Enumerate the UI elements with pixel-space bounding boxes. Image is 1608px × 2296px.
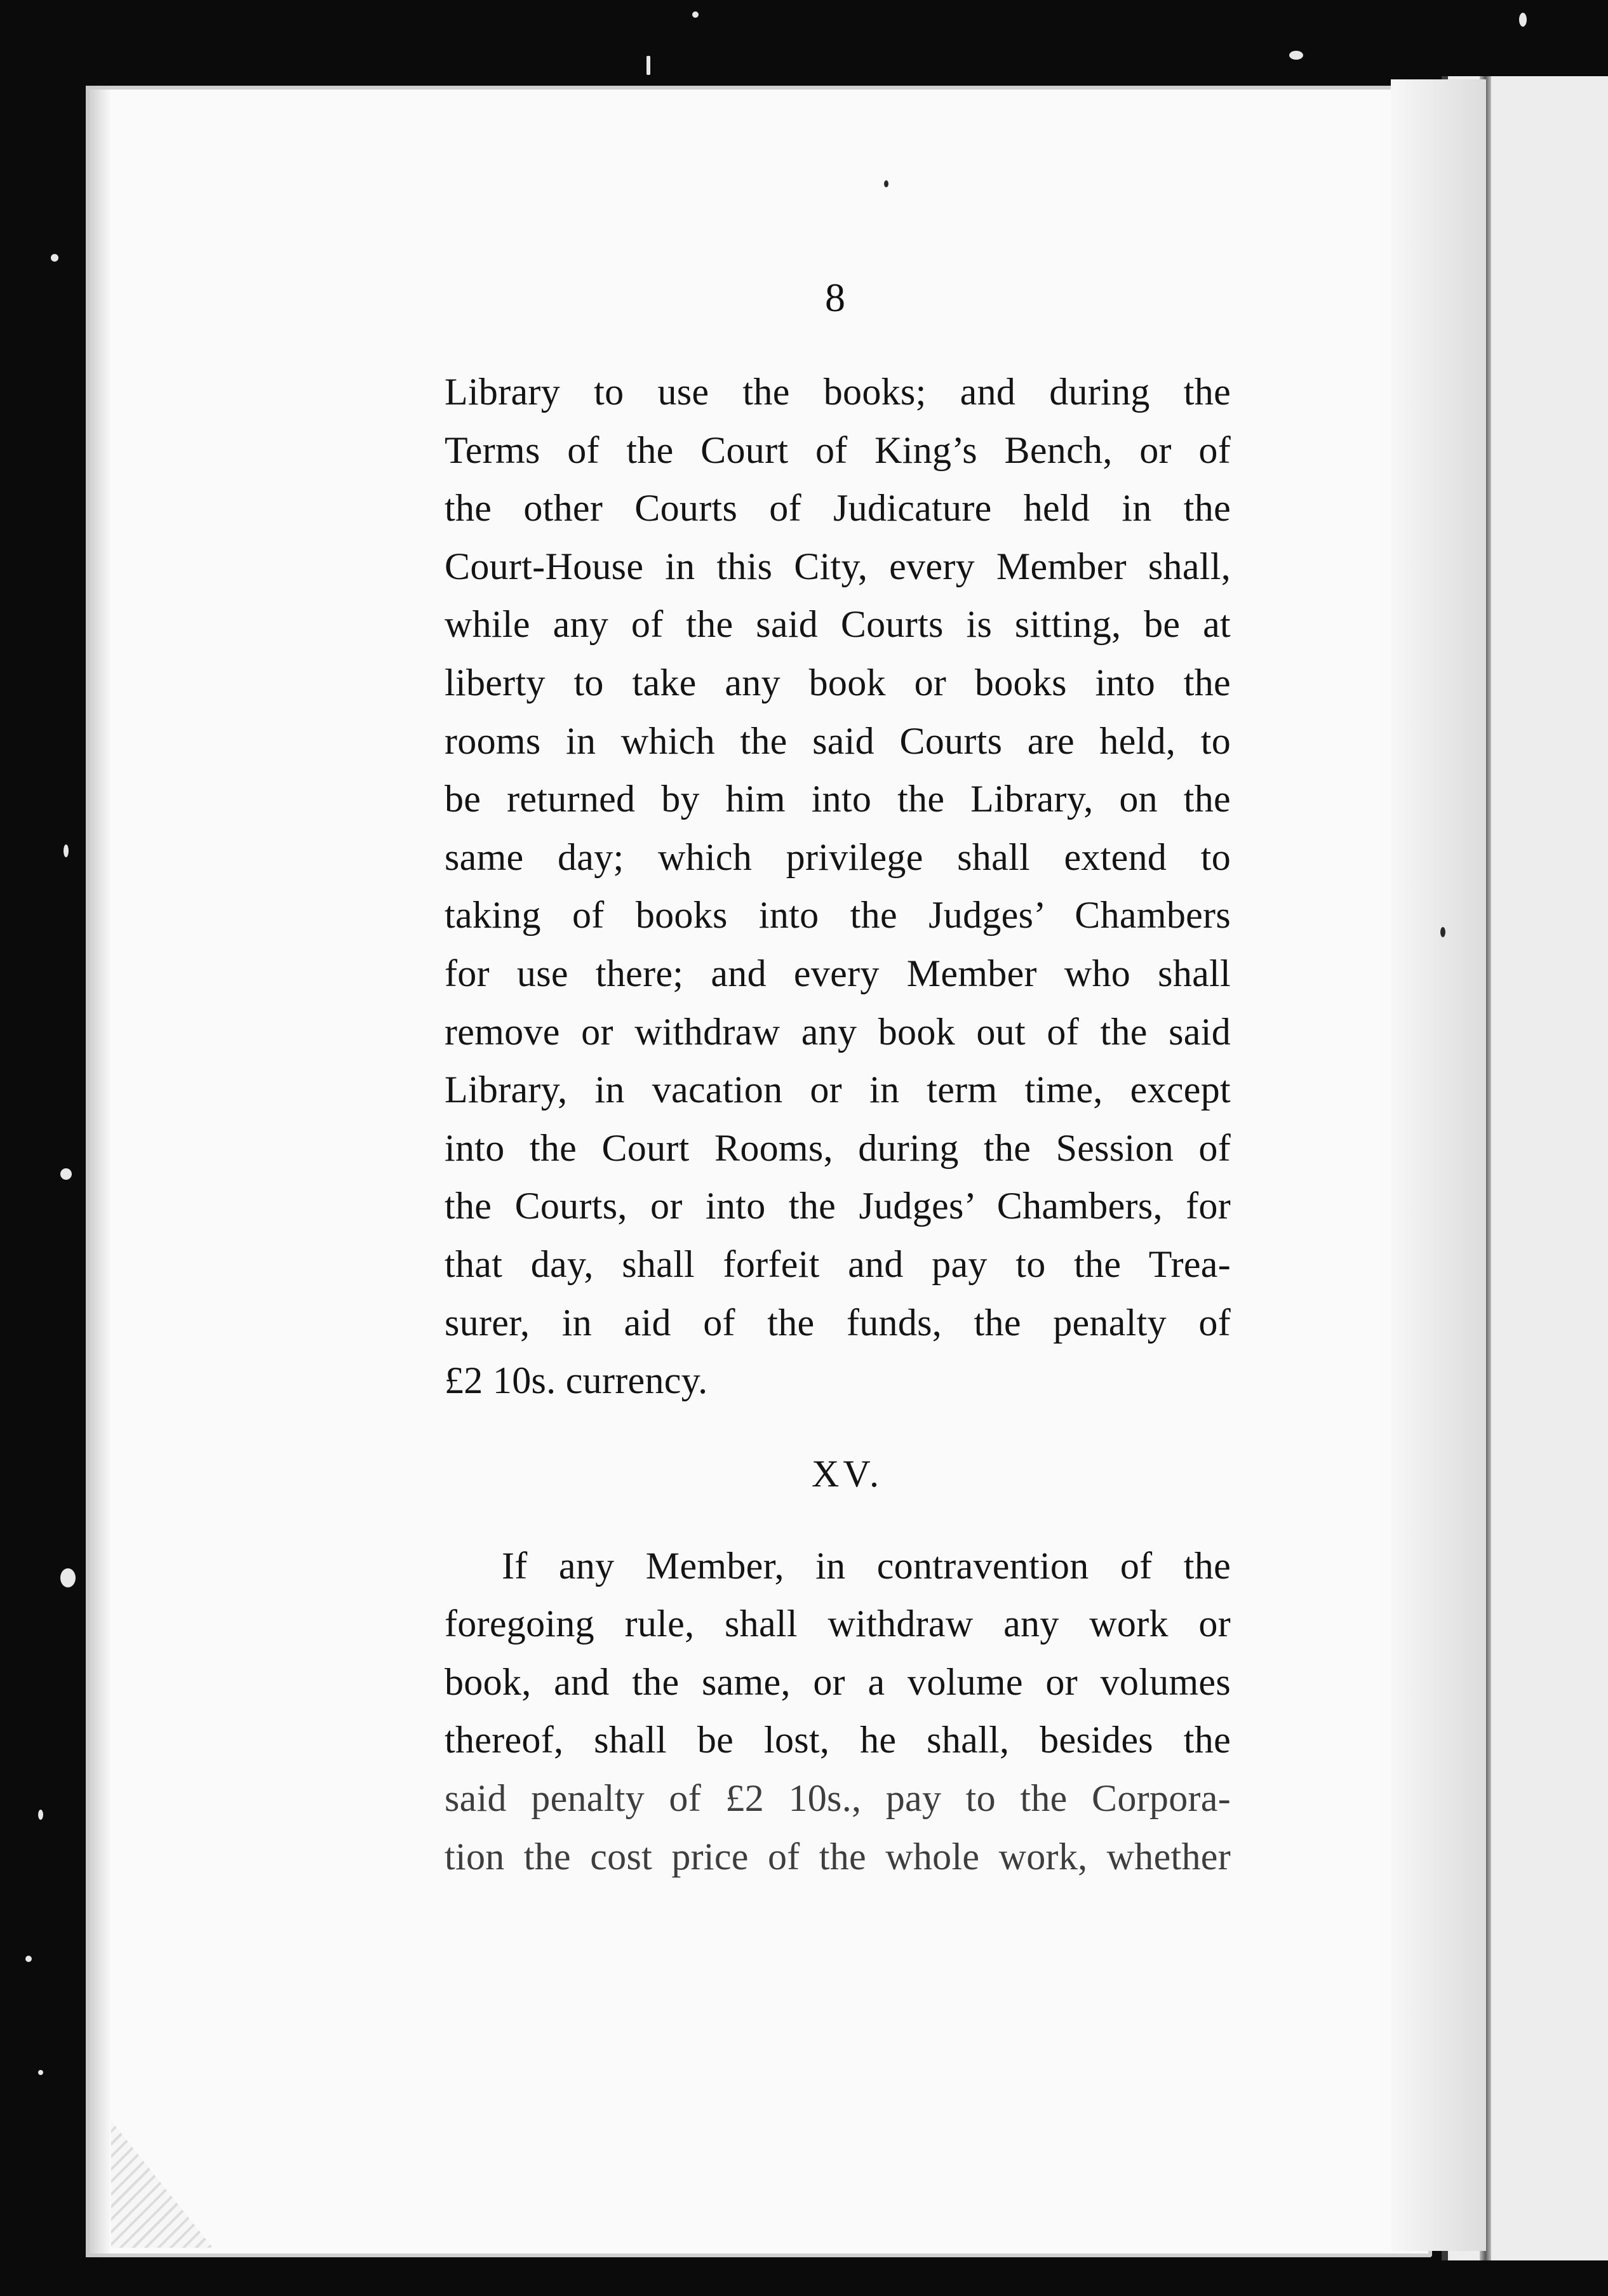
- text-line: liberty to take any book or books into the: [445, 661, 1231, 704]
- text-line: thereof, shall be lost, he shall, besides the: [445, 1719, 1231, 1761]
- text-line: Court-House in this City, every Member shall,: [445, 545, 1231, 587]
- ink-mark: [1440, 927, 1445, 937]
- scan-speck: [38, 2070, 43, 2075]
- rule-xiv-continuation-paragraph: [445, 363, 1231, 1410]
- text-line: same day; which privilege shall extend to: [445, 836, 1231, 878]
- text-line: tion the cost price of the whole work, whether: [445, 1835, 1231, 1878]
- text-line: surer, in aid of the funds, the penalty of: [445, 1301, 1231, 1344]
- rule-xv-paragraph: [445, 1537, 1231, 1886]
- page-edge-shadow: [86, 86, 111, 2257]
- text-line: Library to use the books; and during the: [445, 371, 1231, 413]
- ink-mark: [884, 180, 888, 187]
- text-line: said penalty of £2 10s., pay to the Corpora-: [445, 1777, 1231, 1820]
- text-line: book, and the same, or a volume or volumes: [445, 1660, 1231, 1703]
- scan-speck: [51, 254, 58, 262]
- scan-speck: [647, 56, 650, 75]
- text-line: for use there; and every Member who shall: [445, 952, 1231, 994]
- text-line: Terms of the Court of King’s Bench, or of: [445, 429, 1231, 471]
- section-heading: XV.: [812, 1452, 883, 1495]
- text-line: Library, in vacation or in term time, except: [445, 1069, 1231, 1111]
- text-column: [445, 363, 1231, 1886]
- page-fold-shading: [1391, 79, 1486, 2251]
- scan-speck: [60, 1568, 76, 1587]
- text-line: £2 10s. currency.: [445, 1359, 708, 1402]
- page-number: 8: [825, 275, 845, 320]
- scan-speck: [25, 1956, 32, 1962]
- scan-speck: [60, 1168, 72, 1180]
- text-line: rooms in which the said Courts are held, to: [445, 719, 1231, 762]
- scan-speck: [692, 11, 699, 18]
- text-line: If any Member, in contravention of the: [502, 1544, 1231, 1587]
- text-line: the other Courts of Judicature held in the: [445, 487, 1231, 530]
- scan-speck: [1519, 13, 1527, 27]
- text-line: into the Court Rooms, during the Session of: [445, 1126, 1231, 1169]
- text-line: while any of the said Courts is sitting, be at: [445, 603, 1231, 646]
- text-line: foregoing rule, shall withdraw any work or: [445, 1603, 1231, 1645]
- text-line: that day, shall forfeit and pay to the Trea-: [445, 1243, 1231, 1285]
- text-line: the Courts, or into the Judges’ Chambers, for: [445, 1185, 1231, 1227]
- text-line: taking of books into the Judges’ Chambers: [445, 894, 1231, 937]
- text-line: be returned by him into the Library, on the: [445, 778, 1231, 820]
- text-line: remove or withdraw any book out of the said: [445, 1010, 1231, 1053]
- scan-speck: [1289, 51, 1303, 60]
- scan-speck: [64, 844, 69, 857]
- scan-speck: [38, 1810, 43, 1820]
